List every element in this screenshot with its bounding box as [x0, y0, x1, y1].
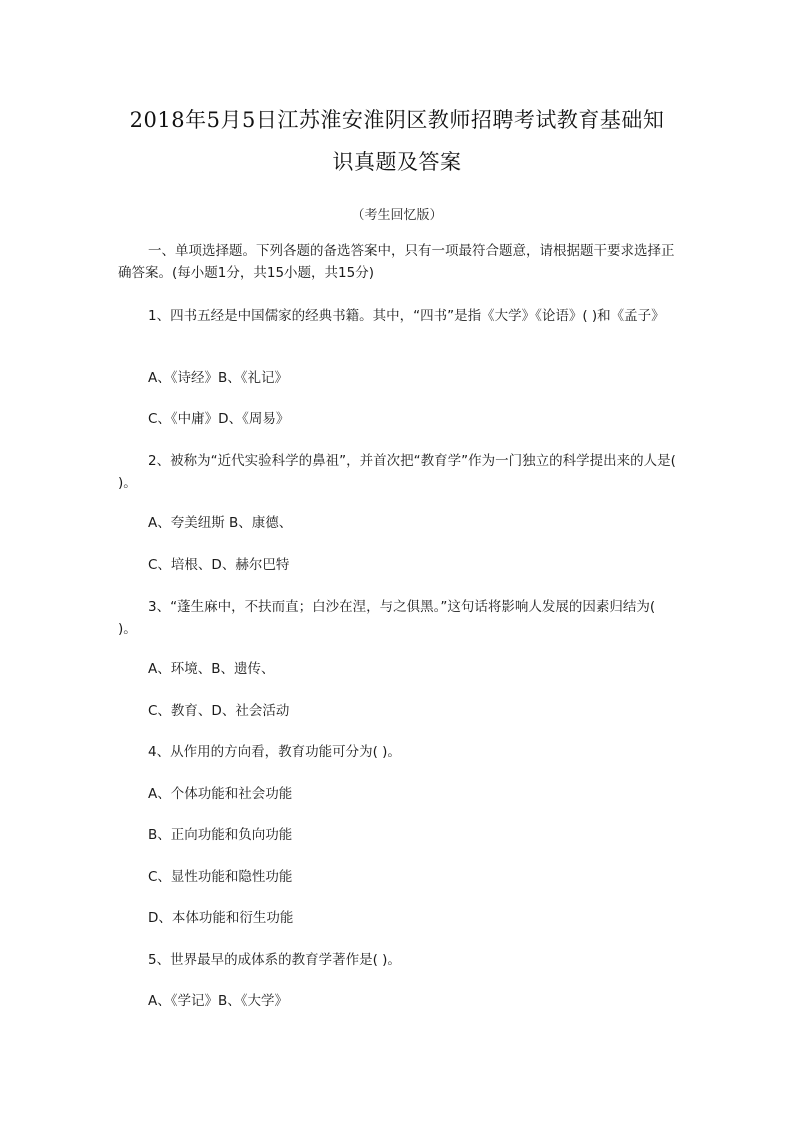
question-4-stem: 4、从作用的方向看，教育功能可分为( )。	[148, 744, 401, 760]
question-1-stem: 1、四书五经是中国儒家的经典书籍。其中，“四书”是指《大学》《论语》( )和《孟子》	[148, 308, 665, 324]
question-3-options-cd: C、教育、D、社会活动	[148, 703, 290, 719]
document-title-line-2: 识真题及答案	[332, 150, 462, 174]
question-5-stem: 5、世界最早的成体系的教育学著作是( )。	[148, 952, 401, 968]
question-5-options-ab: A、《学记》B、《大学》	[148, 993, 288, 1009]
question-2-stem: 2、被称为“近代实验科学的鼻祖”，并首次把“教育学”作为一门独立的科学提出来的人是( )。	[118, 453, 676, 491]
question-2-options-ab: A、夸美纽斯 B、康德、	[148, 515, 293, 531]
question-4-option-a: A、个体功能和社会功能	[148, 786, 293, 802]
document-subtitle: （考生回忆版）	[351, 208, 443, 223]
section-intro: 一、单项选择题。下列各题的备选答案中，只有一项最符合题意，请根据题干要求选择正确答案。(每小题1分，共15小题，共15分)	[118, 243, 675, 281]
question-3-stem: 3、“蓬生麻中，不扶而直；白沙在涅，与之俱黑。”这句话将影响人发展的因素归结为( )。	[118, 599, 656, 637]
question-1-options-cd: C、《中庸》D、《周易》	[148, 411, 290, 427]
question-4-option-d: D、本体功能和衍生功能	[148, 910, 294, 926]
document-title-line-1: 2018年5月5日江苏淮安淮阴区教师招聘考试教育基础知	[129, 108, 665, 132]
question-1-options-ab: A、《诗经》B、《礼记》	[148, 370, 288, 386]
question-4-option-c: C、显性功能和隐性功能	[148, 869, 293, 885]
question-3-options-ab: A、环境、B、遗传、	[148, 661, 275, 677]
question-2-options-cd: C、培根、D、赫尔巴特	[148, 557, 290, 573]
question-4-option-b: B、正向功能和负向功能	[148, 827, 293, 843]
